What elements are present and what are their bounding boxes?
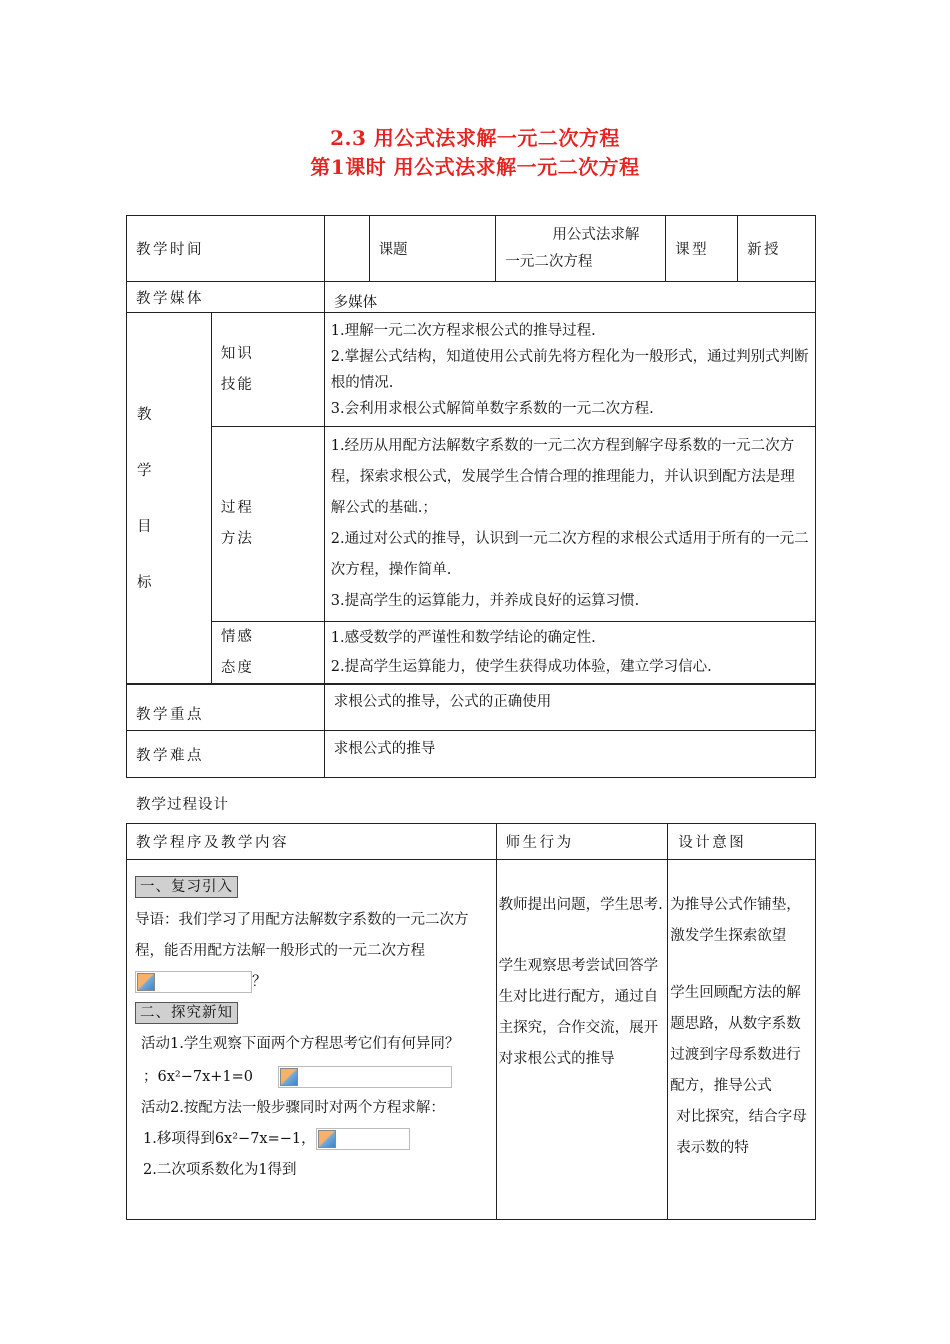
list-item: 2.通过对公式的推导，认识到一元二次方程的求根公式适用于所有的一元二次方程，操作简单. [330,531,809,578]
image-placeholder-icon [137,973,155,991]
behavior-text-1: 教师提出问题，学生思考. [498,897,663,913]
topic-value-line2: 一元二次方程 [505,253,593,270]
activity1-text: 活动1.学生观察下面两个方程思考它们有何异同？ [141,1036,460,1052]
col1-header: 教学程序及教学内容 [127,824,497,860]
page-title: 2.3 用公式法求解一元二次方程 [330,126,620,150]
process-content-cell [127,860,497,1220]
page-subtitle: 第1课时 用公式法求解一元二次方程 [310,155,640,179]
intent-cell [668,860,816,1220]
media-label: 教学媒体 [127,282,325,313]
time-value [324,216,369,282]
list-item: 1.感受数学的严谨性和数学结论的确定性. [330,630,596,646]
activity2-text: 活动2.按配方法一般步骤同时对两个方程求解： [141,1100,445,1116]
topic-value-line1: 用公式法求解 [552,226,640,243]
list-item: 2.提高学生运算能力，使学生获得成功体验，建立学习信心. [330,659,712,675]
intent-text-1: 为推导公式作铺垫，激发学生探索欲望 [670,897,801,944]
formula-image [135,971,252,993]
formula-image [278,1066,452,1088]
topic-value [496,216,666,282]
key-value: 求根公式的推导，公式的正确使用 [324,684,815,731]
intent-text-3: 对比探究，结合字母表示数的特 [676,1109,807,1156]
goals-label: 教 学 目 标 [127,313,212,685]
knowledge-content [324,313,815,427]
col3-header: 设计意图 [668,824,816,860]
process-label: 过程 方法 [211,427,324,622]
type-label: 课型 [666,216,738,282]
difficulty-value: 求根公式的推导 [324,731,815,778]
process-caption: 教学过程设计 [136,797,229,813]
behavior-cell [496,860,668,1220]
goals-table [126,312,816,685]
image-placeholder-icon [280,1068,298,1086]
equation1-line: ；6x²−7x+1=0 [135,1062,492,1093]
emotion-content [324,622,815,685]
process-content [324,427,815,622]
list-item: 1.经历从用配方法解数字系数的一元二次方程到解字母系数的一元二次方程，探索求根公式，发展学生合情合理的推理能力，并认识到配方法是理解公式的基础.； [330,438,795,516]
list-item: 3.提高学生的运算能力，并养成良好的运算习惯. [330,593,640,609]
intro-text: 导语：我们学习了用配方法解数字系数的一元二次方程，能否用配方法解一般形式的一元二次方程 ？ [135,905,492,998]
process-table [126,823,816,1220]
image-placeholder-icon [318,1130,336,1148]
behavior-text-2: 学生观察思考尝试回答学生对比进行配方，通过自主探究，合作交流，展开对求根公式的推导 [498,958,659,1067]
intent-text-2: 学生回顾配方法的解题思路，从数字系数过渡到字母系数进行配方，推导公式 [670,985,801,1094]
knowledge-label: 知识 技能 [211,313,324,427]
list-item: 1.理解一元二次方程求根公式的推导过程. [330,322,596,339]
step1-line: 1.移项得到6x²−7x=−1， [135,1124,492,1155]
lesson-info-table [126,215,816,313]
step2-line: 2.二次项系数化为1得到 [143,1162,297,1178]
media-value: 多媒体 [324,282,815,313]
section-review-label: 一、复习引入 [135,876,238,898]
col2-header: 师生行为 [496,824,668,860]
list-item: 2.掌握公式结构，知道使用公式前先将方程化为一般形式，通过判别式判断根的情况. [330,348,809,391]
key-label: 教学重点 [127,684,325,731]
topic-label: 课题 [369,216,496,282]
time-label: 教学时间 [127,216,325,282]
list-item: 3.会利用求根公式解简单数字系数的一元二次方程. [330,400,654,417]
difficulty-label: 教学难点 [127,731,325,778]
section-explore-label: 二、探究新知 [135,1002,238,1024]
focus-table [126,683,816,778]
formula-image [316,1128,410,1150]
emotion-label: 情感 态度 [211,622,324,685]
type-value: 新授 [738,216,816,282]
